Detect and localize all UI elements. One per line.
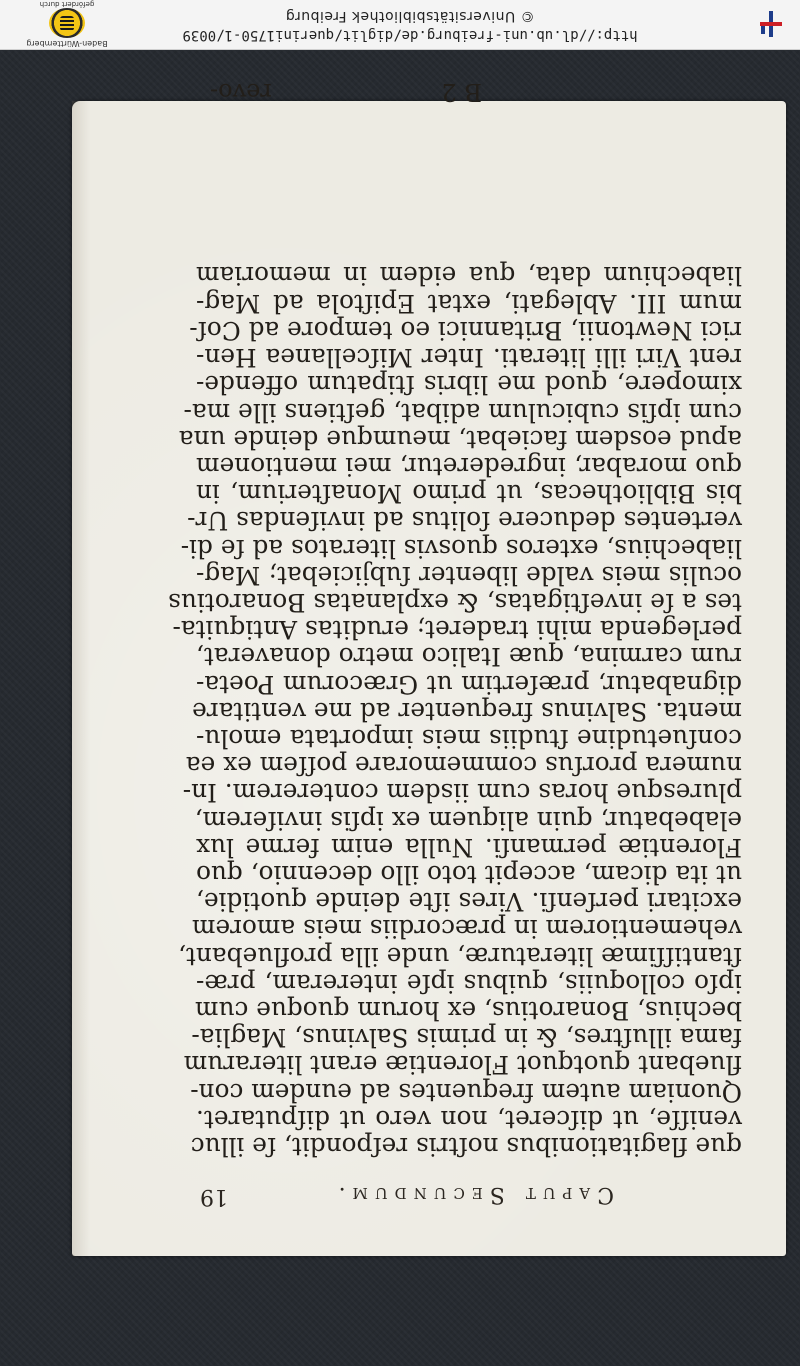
text-line: rent Viri illi literati. Inter Miſcellanea Hen-: [196, 343, 742, 373]
text-line: tes a ſe inveſtigatas, & explanatas Bonarotius: [168, 587, 742, 617]
text-line: veniſſe, ut diſceret, non vero ut diſputaret.: [196, 1104, 742, 1134]
state-seal-icon: [49, 8, 85, 38]
text-line: dignabatur, præſertim ut Græcorum Poeta-: [196, 669, 742, 699]
text-line: fluebant quotquot Florentiæ erant literarum: [183, 1050, 742, 1080]
chapter-title: Caput Secundum.: [331, 1182, 614, 1207]
library-header-bar: [0, 0, 800, 50]
text-line: ut ita dicam, accepit toto illo decennio, quo: [196, 859, 742, 889]
text-line: rum carmina, quæ Italico metro donaverat,: [196, 642, 742, 672]
text-line: liabechius, exteros quosvis literatos ad ſe di-: [180, 533, 742, 563]
library-info: [110, 8, 710, 47]
page-footer: [196, 74, 742, 106]
permalink-url[interactable]: http://dl.ub.uni-freiburg.de/diglit/querini1750-1/0039: [182, 27, 638, 43]
funder-state: Baden-Württemberg: [26, 39, 108, 48]
text-line: ximopere, quod me libris ſtipatum offende-: [196, 370, 742, 400]
text-line: ipſo colloquiis, quibus ipſe intereram, præ-: [196, 968, 742, 998]
text-line: ſtantiſſimæ literaturæ, unde illa profluebant,: [178, 941, 742, 971]
text-line: liabechium data, qua eidem in memoriam: [196, 261, 742, 291]
running-head: [184, 1175, 734, 1211]
ub-freiburg-logo-icon: [758, 11, 784, 37]
text-line: rici Newtonii, Britannici eo tempore ad Coſ-: [189, 315, 742, 345]
text-line: bechius, Bonarotius, ex horum quoque cum: [194, 995, 742, 1025]
text-line: cum ipſis cubiculum adibat, geſtiens ille ma-: [183, 397, 742, 427]
text-line: excitari perſenſi. Vires iſte deinde quotidie,: [196, 887, 742, 917]
text-line: fama illuſtres, & in primis Salvinus, Maglia-: [191, 1023, 742, 1053]
funder-caption: gefördert durch: [39, 0, 95, 8]
library-logo[interactable]: [742, 0, 800, 49]
text-line: quo morabar, ingrederetur, mei mentionem: [196, 451, 742, 481]
funder-badge: [8, 0, 126, 49]
signature-mark: B 2: [441, 78, 482, 106]
text-line: perlegenda mihi traderet; eruditas Antiquita-: [172, 615, 742, 645]
text-line: oculis meis valde libenter ſubjiciebat; Mag-: [196, 560, 742, 590]
text-line: mum III. Ablegati, extat Epiſtola ad Mag-: [196, 288, 742, 318]
copyright-notice: © Universitätsbibliothek Freiburg: [285, 8, 535, 24]
text-line: bis Bibliothecas, ut primo Monaſterium, in: [196, 479, 742, 509]
text-line: vehementiorem in præcordiis meis amorem: [191, 914, 742, 944]
text-line: que flagitationibus noſtris reſpondit, ſe illuc: [190, 1132, 742, 1161]
text-line: vertentes deducere ſolitus ad inviſendas Ur-: [187, 506, 742, 536]
text-line: apud eosdem faciebat, meumque deinde una: [178, 424, 742, 454]
text-line: menta. Salvinus frequenter ad me ventitare: [192, 696, 742, 726]
body-text: [168, 261, 742, 1161]
text-line: Florentiæ permanſi. Nulla enim ferme lux: [196, 832, 742, 862]
text-line: conſuetudine ſtudiis meis importata emolu-: [196, 723, 742, 753]
catchword: revo-: [210, 78, 272, 106]
text-line: elabebatur, quin aliquem ex ipſis inviſerem,: [194, 805, 742, 835]
text-line: pluresque horas cum iisdem contererem. In-: [182, 778, 742, 808]
text-line: Quoniam autem frequentes ad eundem con-: [190, 1077, 742, 1107]
text-line: numera prorſus commemorare poſſem ex ea: [185, 751, 742, 781]
book-page: [72, 78, 786, 1256]
page-number: 19: [200, 1184, 228, 1209]
